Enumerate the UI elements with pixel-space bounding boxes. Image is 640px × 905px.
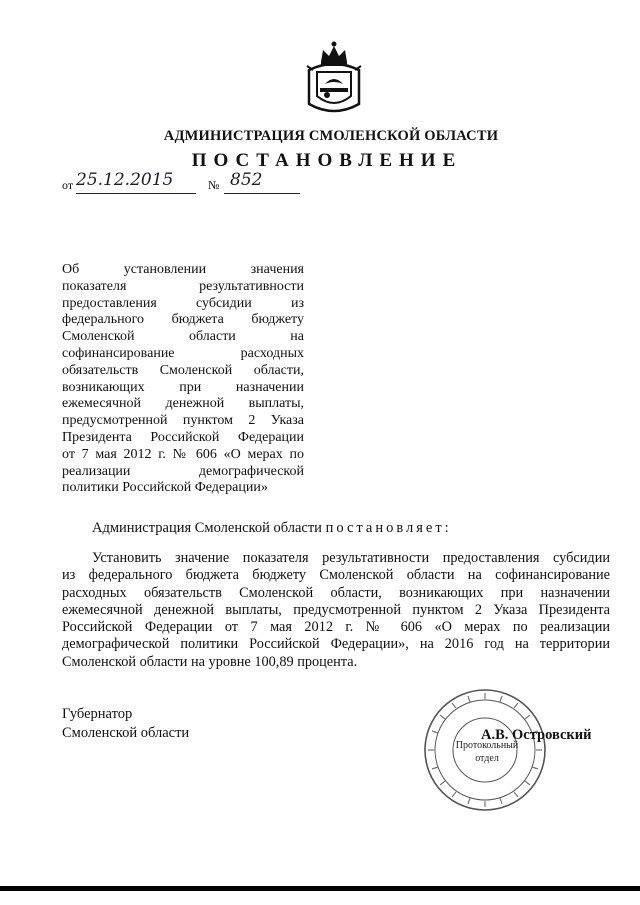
subject-word: мая	[95, 446, 117, 462]
subject-line	[62, 396, 304, 413]
subject-word: обязательств	[62, 362, 139, 378]
document-type-title: ПОСТАНОВЛЕНИЕ	[191, 150, 463, 171]
subject-word: реализации	[62, 463, 131, 479]
signatory-title	[62, 705, 189, 742]
organization-title: АДМИНИСТРАЦИЯ СМОЛЕНСКОЙ ОБЛАСТИ	[163, 128, 499, 144]
subject-word: из	[290, 295, 305, 311]
subject-word: 2012	[123, 446, 152, 462]
subject-word: Указа	[270, 413, 305, 429]
preamble-verb: постановляет:	[325, 520, 452, 536]
subject-line	[62, 480, 304, 497]
body-line: расходных обязательств Смоленской области, возникающих при назначении	[62, 584, 610, 601]
subject-line	[62, 329, 304, 346]
subject-word: демографической	[198, 463, 304, 479]
subject-word: области	[189, 329, 236, 345]
body-line: Смоленской области на уровне 100,89 процента.	[62, 653, 358, 670]
subject-word: бюджета	[171, 312, 224, 328]
subject-word: предоставления	[62, 295, 157, 311]
subject-word: «О	[223, 446, 241, 462]
subject-word: Российской	[122, 480, 192, 496]
signatory-title-line: Смоленской области	[62, 724, 190, 741]
body-line: ежемесячной денежной выплаты, предусмотренной пунктом 2 Указа Президента	[62, 601, 610, 618]
subject-word: Смоленской	[62, 329, 135, 345]
subject-word: расходных	[240, 345, 304, 361]
subject-word: мерах	[247, 446, 283, 462]
body-line: Установить значение показателя результативности предоставления субсидии	[92, 550, 610, 566]
subject-line	[62, 413, 304, 430]
subject-word: субсидии	[195, 295, 252, 311]
subject-word: предусмотренной	[62, 413, 168, 429]
subject-line	[62, 447, 304, 464]
body-line: демографической политики Российской Федерации», на 2016 год на территории	[62, 636, 610, 653]
preamble	[92, 520, 452, 537]
subject-word: ежемесячной	[62, 396, 142, 412]
coat-of-arms-icon	[303, 40, 365, 118]
subject-word: значения	[250, 262, 304, 277]
handwritten-number: 852	[230, 170, 263, 190]
subject-word: Об	[62, 262, 80, 277]
subject-word: бюджету	[251, 312, 304, 328]
subject-word: 7	[81, 446, 89, 462]
signatory-title-line: Губернатор	[62, 706, 133, 722]
handwritten-date: 25.12.2015	[76, 170, 174, 190]
signatory-name: А.В. Островский	[481, 727, 592, 743]
subject-line	[62, 346, 304, 363]
subject-word: г.	[158, 446, 166, 462]
subject-line	[62, 464, 304, 481]
subject-word: Президента	[62, 429, 132, 445]
subject-line	[62, 363, 304, 380]
subject-word: 606	[195, 446, 217, 462]
body-line: Российской Федерации от 7 мая 2012 г. № 606 «О мерах по реализации	[62, 619, 610, 636]
subject-word: показателя	[62, 278, 127, 294]
subject-word: политики	[62, 480, 119, 496]
subject-word: выплаты,	[248, 396, 305, 412]
subject-line	[62, 312, 304, 329]
subject-word: установлении	[123, 262, 207, 277]
bottom-border	[0, 886, 640, 891]
seal-line: Протокольный	[455, 740, 519, 751]
subject-word: при	[179, 379, 202, 395]
subject-word: результативности	[199, 278, 304, 294]
subject-word: Российской	[150, 429, 220, 445]
subject-word: возникающих	[62, 379, 145, 395]
subject-word: на	[290, 329, 305, 345]
subject-line	[62, 279, 304, 296]
number-underline	[224, 193, 300, 194]
date-label: от	[62, 178, 74, 192]
subject-word: области,	[253, 362, 305, 378]
preamble-text: Администрация Смоленской области	[92, 520, 322, 536]
subject-word: пунктом	[182, 413, 234, 429]
subject-word: назначении	[235, 379, 304, 395]
subject-word: 2	[248, 413, 256, 429]
subject-word: Федерации»	[194, 480, 268, 496]
body-line: из федерального бюджета бюджету Смоленской области на софинансирование	[62, 567, 610, 584]
subject-word: федерального	[62, 312, 145, 328]
subject-word: денежной	[165, 396, 225, 412]
subject-word: Федерации	[237, 429, 305, 445]
date-underline	[76, 193, 196, 194]
subject-word: по	[289, 446, 304, 462]
subject-word: №	[172, 446, 190, 462]
subject-word: Смоленской	[159, 362, 233, 378]
subject-word: от	[62, 446, 75, 462]
subject-block	[62, 262, 304, 497]
resolution-body	[62, 550, 610, 671]
subject-line	[62, 380, 304, 397]
number-label: №	[208, 178, 220, 192]
seal-line: отдел	[475, 753, 499, 764]
subject-line	[62, 296, 304, 313]
subject-line	[62, 262, 304, 279]
subject-word: софинансирование	[62, 345, 175, 361]
subject-line	[62, 430, 304, 447]
